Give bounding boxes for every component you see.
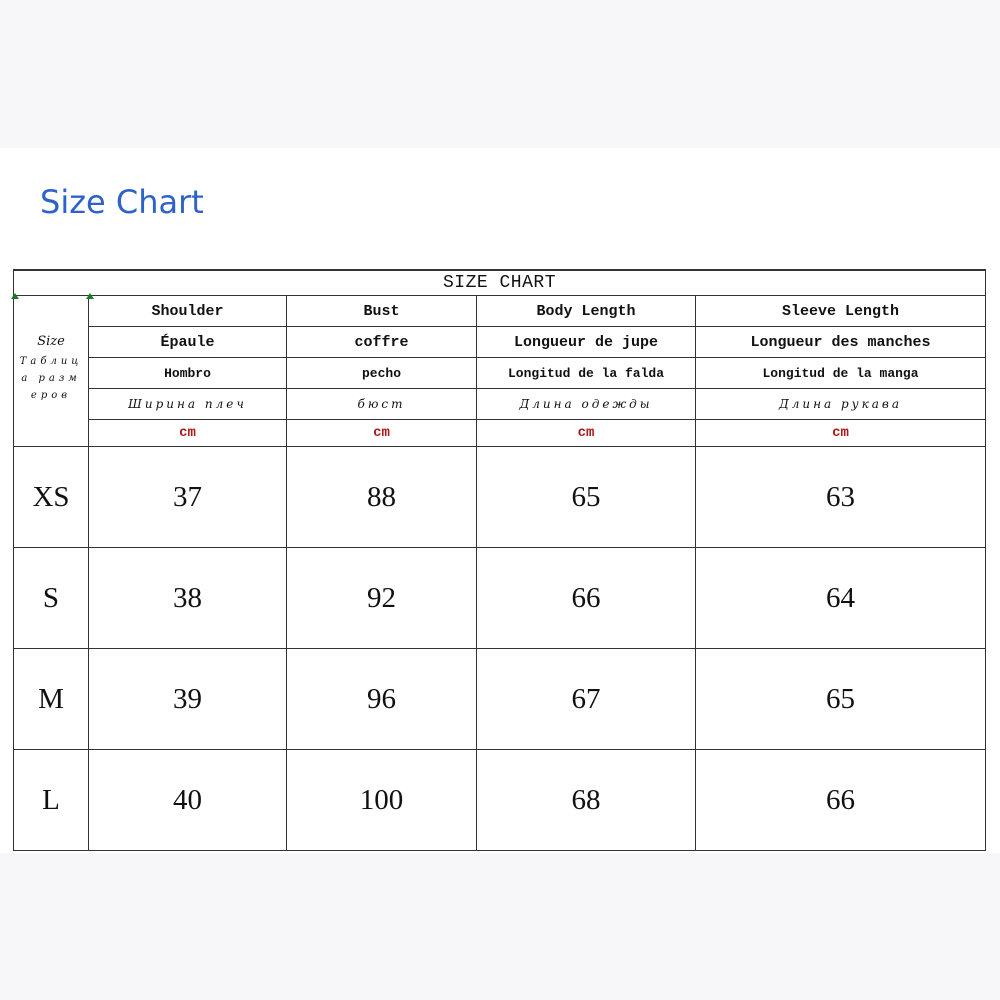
table-title: SIZE CHART: [14, 270, 986, 296]
value-cell: 100: [287, 750, 477, 851]
table-row-xs: [14, 447, 986, 548]
size-header-cell: [14, 296, 89, 447]
table-row-m: [14, 649, 986, 750]
column-header-sleeve-length-es: Longitud de la manga: [696, 358, 986, 389]
value-cell: 92: [287, 548, 477, 649]
table-row-s: [14, 548, 986, 649]
page-title: Size Chart: [40, 183, 204, 221]
size-cell: S: [14, 548, 89, 649]
unit-body-length: cm: [477, 420, 696, 447]
unit-bust: cm: [287, 420, 477, 447]
value-cell: 66: [477, 548, 696, 649]
cell-marker-icon: [11, 293, 19, 299]
value-cell: 96: [287, 649, 477, 750]
column-header-body-length-es: Longitud de la falda: [477, 358, 696, 389]
column-header-bust-ru: бюст: [287, 389, 477, 420]
content-panel: [0, 148, 1000, 853]
column-header-body-length-ru: Длина одежды: [477, 389, 696, 420]
value-cell: 64: [696, 548, 986, 649]
column-header-sleeve-length-en: Sleeve Length: [696, 296, 986, 327]
column-header-sleeve-length-fr: Longueur des manches: [696, 327, 986, 358]
value-cell: 65: [477, 447, 696, 548]
column-header-bust-en: Bust: [287, 296, 477, 327]
value-cell: 38: [89, 548, 287, 649]
value-cell: 66: [696, 750, 986, 851]
unit-sleeve-length: cm: [696, 420, 986, 447]
column-header-shoulder-fr: Épaule: [89, 327, 287, 358]
column-header-sleeve-length-ru: Длина рукава: [696, 389, 986, 420]
column-header-shoulder-es: Hombro: [89, 358, 287, 389]
size-cell: L: [14, 750, 89, 851]
size-cell: XS: [14, 447, 89, 548]
column-header-body-length-fr: Longueur de jupe: [477, 327, 696, 358]
value-cell: 65: [696, 649, 986, 750]
size-label-russian: Таблица размеров: [19, 356, 83, 401]
cell-marker-icon: [86, 293, 94, 299]
value-cell: 67: [477, 649, 696, 750]
size-chart-table: [13, 269, 986, 851]
column-header-shoulder-en: Shoulder: [89, 296, 287, 327]
unit-shoulder: cm: [89, 420, 287, 447]
column-header-bust-fr: coffre: [287, 327, 477, 358]
value-cell: 39: [89, 649, 287, 750]
size-cell: M: [14, 649, 89, 750]
value-cell: 40: [89, 750, 287, 851]
column-header-body-length-en: Body Length: [477, 296, 696, 327]
column-header-shoulder-ru: Ширина плеч: [89, 389, 287, 420]
column-header-bust-es: pecho: [287, 358, 477, 389]
table-row-l: [14, 750, 986, 851]
value-cell: 63: [696, 447, 986, 548]
value-cell: 37: [89, 447, 287, 548]
value-cell: 88: [287, 447, 477, 548]
size-label: Size: [37, 334, 65, 349]
value-cell: 68: [477, 750, 696, 851]
